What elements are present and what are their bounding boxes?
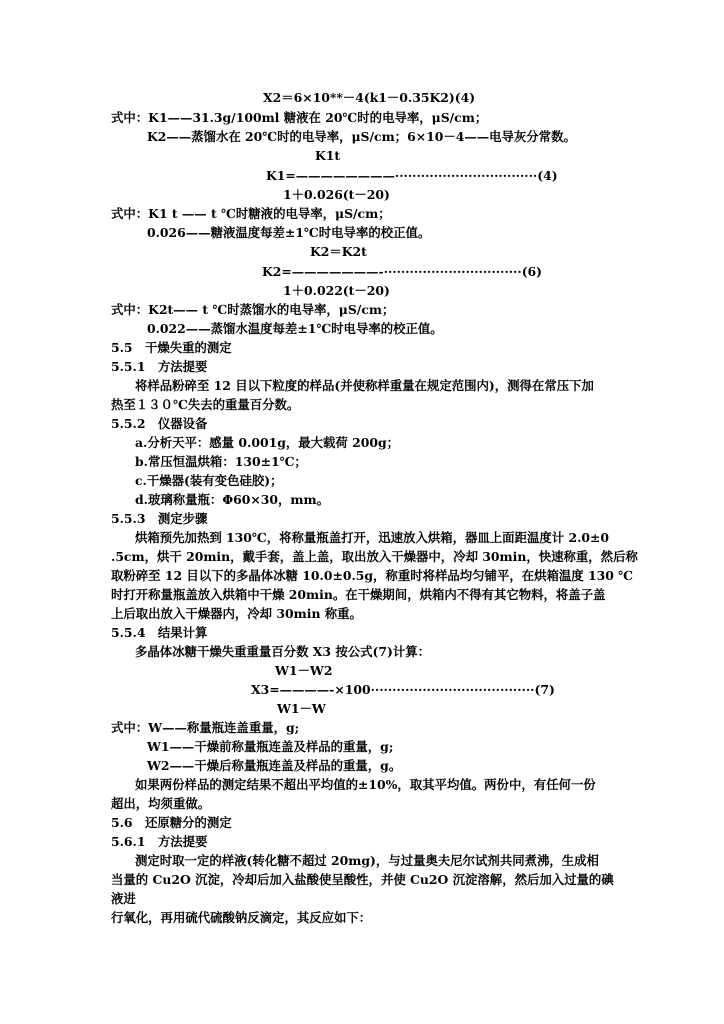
paragraph-line: 取粉碎至 12 目以下的多晶体冰糖 10.0±0.5g，称重时将样品均匀铺平，在烘箱温度 130 ℃ [111,568,634,583]
list-item: c.干燥器(装有变色硅胶)； [135,473,283,488]
paragraph-line: 上后取出放入干燥器内，冷却 30min 称重。 [111,606,362,621]
paragraph-line: 多晶体冰糖干燥失重重量百分数 X3 按公式(7)计算： [135,644,431,659]
paragraph-line: 热至１３０℃失去的重量百分数。 [111,397,300,412]
paragraph-line: 时打开称量瓶盖放入烘箱中干燥 20min。在干燥期间，烘箱内不得有其它物料，将盖子盖 [111,587,606,602]
paragraph-line: 烘箱预先加热到 130℃，将称量瓶盖打开，迅速放入烘箱，器皿上面距温度计 2.0±0 [135,530,610,545]
formula-6-line: K2=———————-································(6) [262,264,543,279]
list-item: d.玻璃称量瓶：Φ60×30，mm。 [135,492,329,507]
formula-legend-line: K2——蒸馏水在 20℃时的电导率，μS/cm；6×10－4——电导灰分常数。 [147,129,576,144]
section-heading: 5.6 还原糖分的测定 [111,815,232,830]
subsection-heading: 5.5.1 方法提要 [111,359,208,374]
formula-4-x2: X2＝6×10**－4(k1－0.35K2)(4) [263,90,476,105]
formula-5-line: K1=————————·································(4) [266,168,558,183]
paragraph-line: 测定时取一定的样液(转化糖不超过 20mg)，与过量奥夫尼尔试剂共同煮沸，生成相 [135,853,599,868]
formula-7-line: X3=————-×100······································(7) [251,682,555,697]
paragraph-line: 将样品粉碎至 12 目以下粒度的样品(并使称样重量在规定范围内)，测得在常压下加 [135,378,594,393]
subsection-heading: 5.6.1 方法提要 [111,834,208,849]
formula-legend-line: W1——干燥前称量瓶连盖及样品的重量，g; [147,739,394,754]
formula-legend-line: 式中：K1——31.3g/100ml 糖液在 20℃时的电导率，μS/cm； [111,110,488,125]
formula-5-numerator: K1t [315,148,341,163]
section-heading: 5.5 干燥失重的测定 [111,340,232,355]
formula-legend-line: W2——干燥后称量瓶连盖及样品的重量，g。 [147,758,402,773]
formula-legend-line: 0.026——糖液温度每差±1℃时电导率的校正值。 [147,225,431,240]
formula-legend-line: 0.022——蒸馏水温度每差±1℃时电导率的校正值。 [147,321,443,336]
formula-legend-line: 式中：W——称量瓶连盖重量，g; [111,720,300,735]
formula-legend-line: 式中：K2t—— t ℃时蒸馏水的电导率，μS/cm； [111,302,395,317]
list-item: a.分析天平：感量 0.001g，最大载荷 200g； [135,435,400,450]
formula-7-numerator: W1－W2 [275,663,333,678]
paragraph-line: .5cm，烘干 20min，戴手套，盖上盖，取出放入干燥器中，冷却 30min，快速称重，然后称 [111,549,638,564]
paragraph-line: 液进 [111,891,136,906]
paragraph-line: 当量的 Cu2O 沉淀，冷却后加入盐酸使呈酸性，并使 Cu2O 沉淀溶解，然后加入过量的碘 [111,872,614,887]
paragraph-line: 超出，均须重做。 [111,796,211,811]
subsection-heading: 5.5.2 仪器设备 [111,416,208,431]
list-item: b.常压恒温烘箱：130±1℃； [135,454,307,469]
subsection-heading: 5.5.4 结果计算 [111,625,208,640]
paragraph-line: 行氧化，再用硫代硫酸钠反滴定，其反应如下： [111,910,372,925]
subsection-heading: 5.5.3 测定步骤 [111,511,208,526]
formula-legend-line: 式中：K1 t —— t ℃时糖液的电导率，μS/cm； [111,206,391,221]
formula-6-numerator: K2＝K2t [310,244,367,259]
formula-6-denominator: 1＋0.022(t－20) [283,283,390,298]
formula-7-denominator: W1－W [277,701,326,716]
formula-5-denominator: 1＋0.026(t－20) [283,187,390,202]
paragraph-line: 如果两份样品的测定结果不超出平均值的±10%，取其平均值。两份中，有任何一份 [135,777,596,792]
